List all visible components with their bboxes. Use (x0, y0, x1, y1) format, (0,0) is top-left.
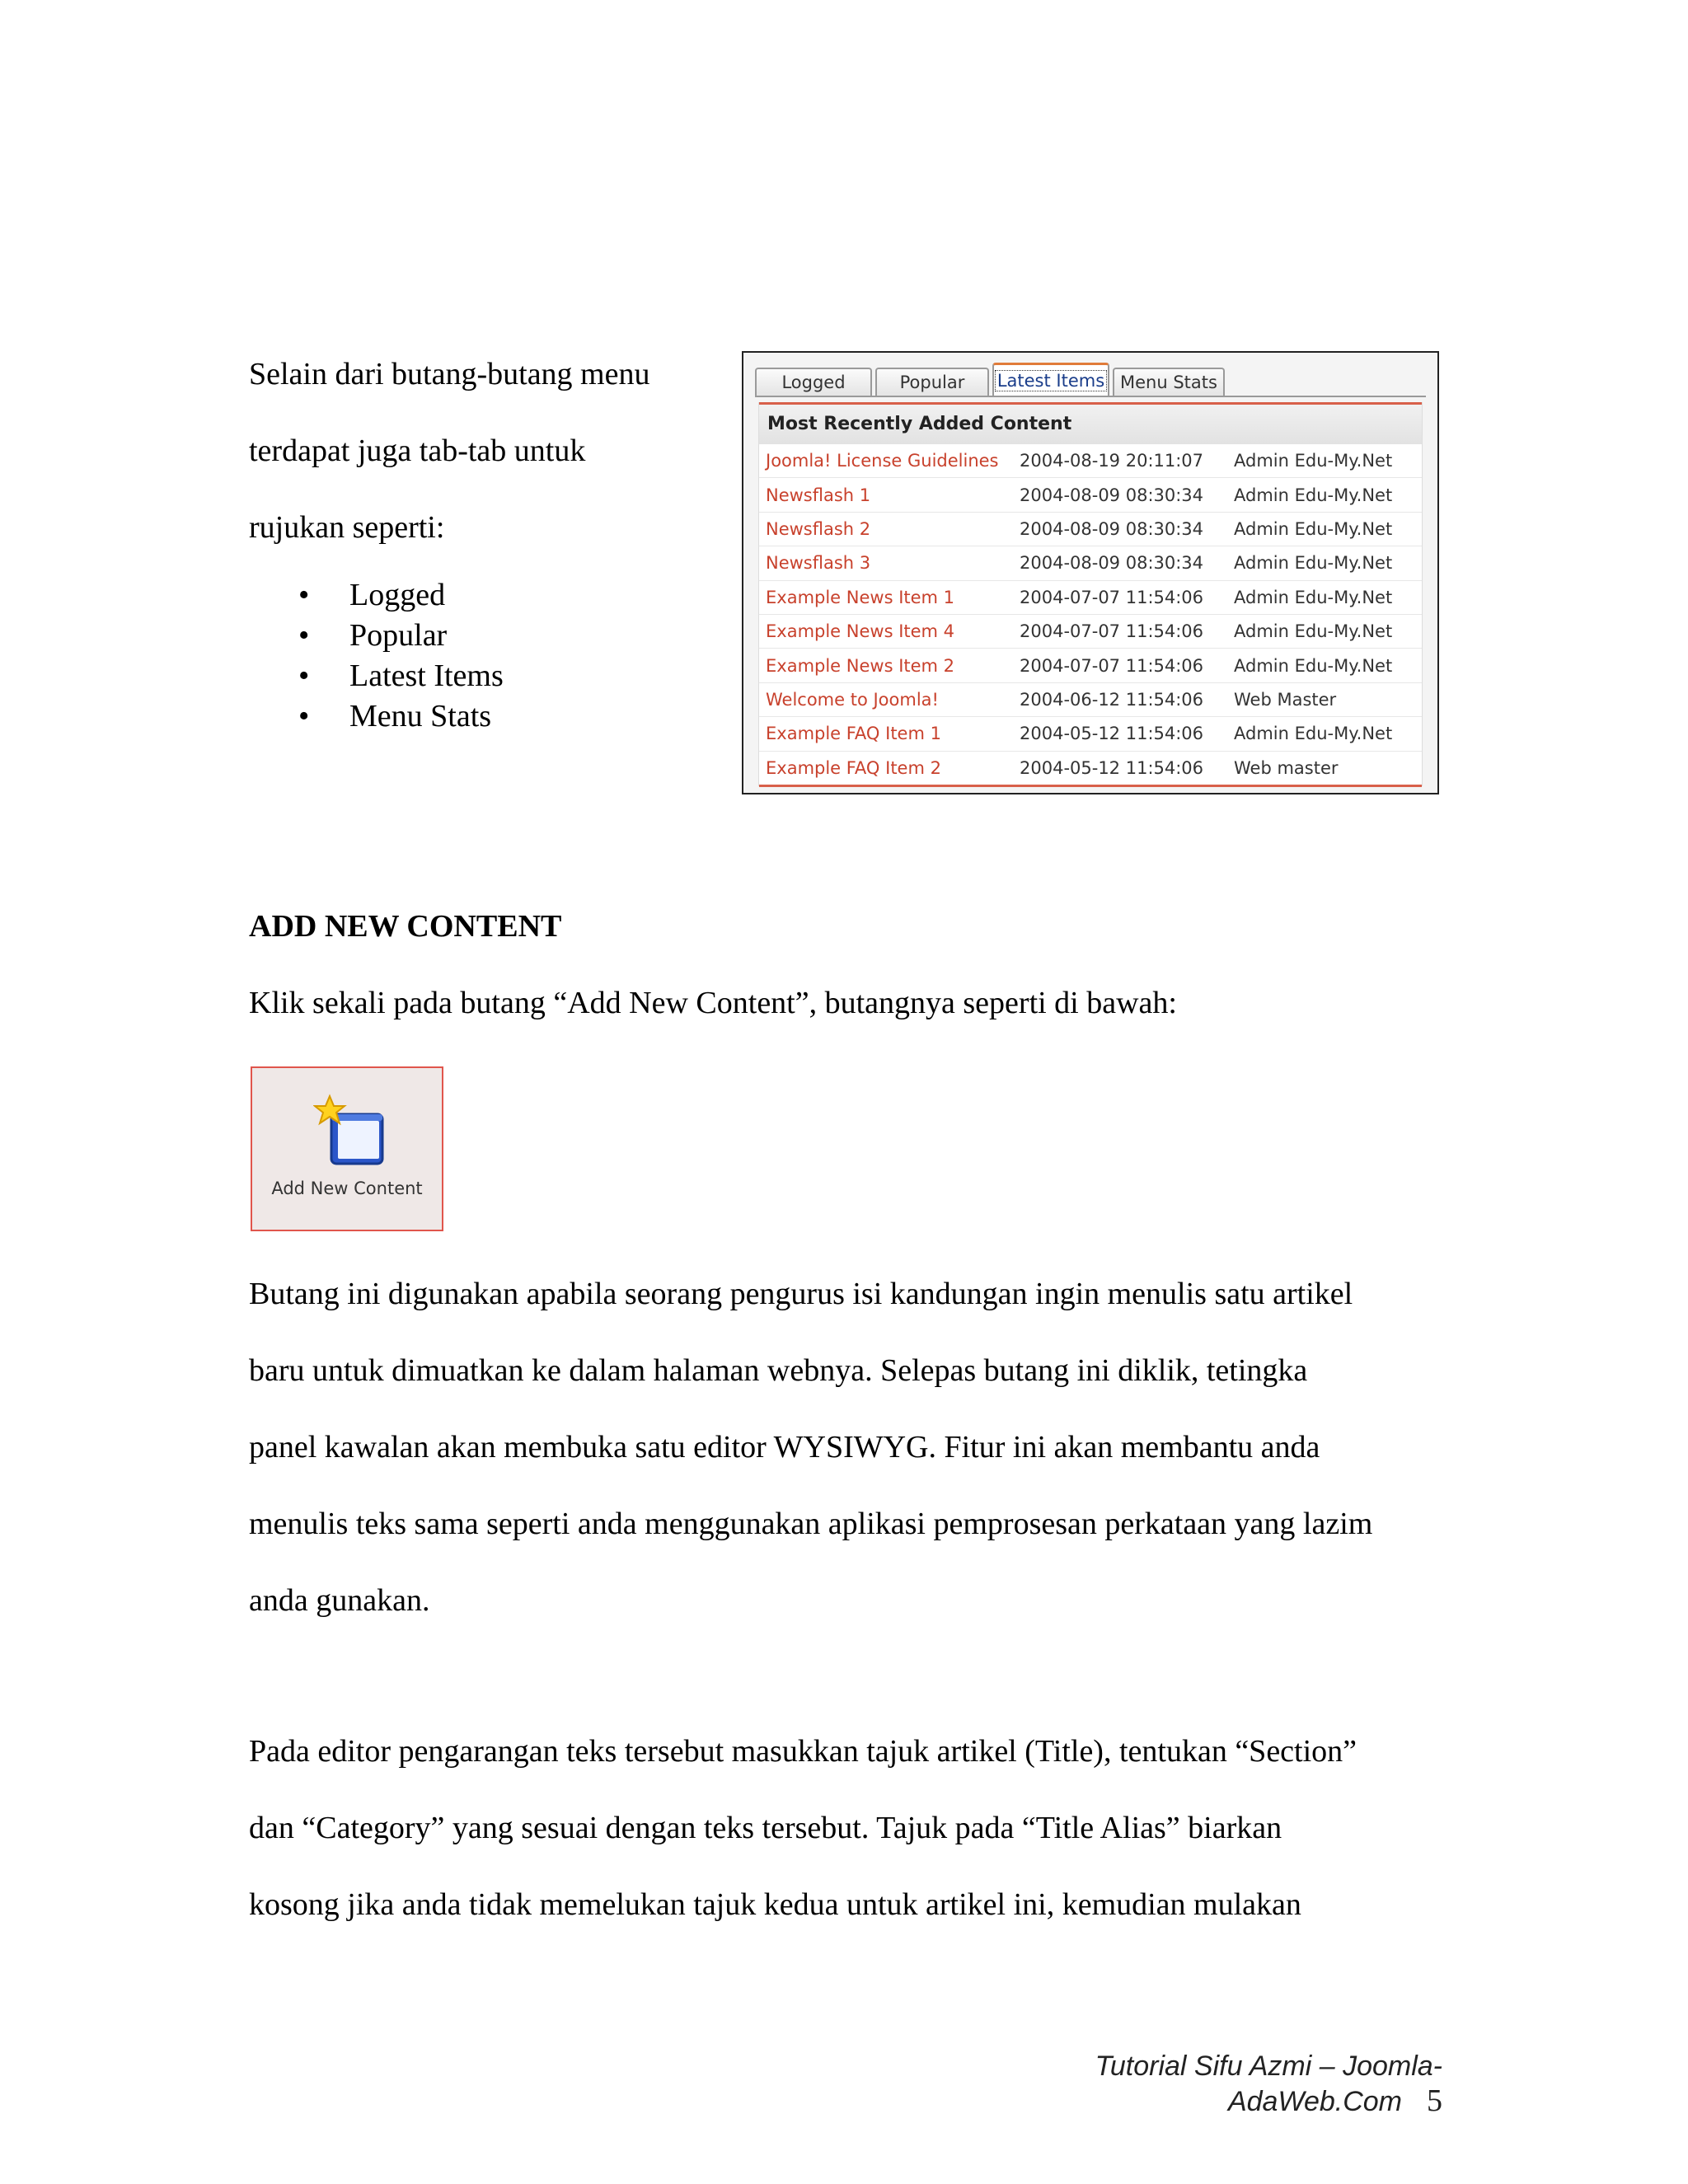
content-author: Web Master (1234, 689, 1337, 710)
add-new-content-button[interactable] (251, 1066, 443, 1231)
tab-latest-items[interactable]: Latest Items (992, 363, 1109, 396)
paragraph-line: anda gunakan. (249, 1583, 430, 1618)
table-row (759, 683, 1422, 717)
panel-title: Most Recently Added Content (759, 402, 1422, 444)
content-table (759, 444, 1422, 787)
bullet-item: • Menu Stats (298, 696, 504, 737)
tab-menu-stats[interactable]: Menu Stats (1113, 368, 1225, 396)
content-title-link[interactable]: Example FAQ Item 1 (766, 724, 941, 744)
intro-line: Selain dari butang-butang menu (249, 357, 650, 391)
paragraph-line: kosong jika anda tidak memelukan tajuk kedua untuk artikel ini, kemudian mulakan (249, 1887, 1301, 1922)
editor-paragraph (249, 1713, 1452, 1943)
new-content-icon (313, 1093, 396, 1175)
intro-text (249, 336, 710, 733)
intro-line: terdapat juga tab-tab untuk (249, 434, 586, 468)
content-date: 2004-05-12 11:54:06 (1020, 757, 1204, 778)
paragraph-line: panel kawalan akan membuka satu editor WYSIWYG. Fitur ini akan membantu anda (249, 1430, 1320, 1465)
content-title-link[interactable]: Example News Item 2 (766, 655, 955, 676)
table-row (759, 513, 1422, 546)
content-title-link[interactable]: Welcome to Joomla! (766, 689, 939, 710)
table-row (759, 717, 1422, 751)
table-row (759, 649, 1422, 682)
content-title-link[interactable]: Example News Item 1 (766, 587, 955, 607)
content-author: Admin Edu-My.Net (1234, 587, 1393, 607)
content-date: 2004-07-07 11:54:06 (1020, 587, 1204, 607)
table-row (759, 546, 1422, 580)
intro-line: rujukan seperti: (249, 510, 445, 545)
instruction-text: Klik sekali pada butang “Add New Content”, butangnya seperti di bawah: (249, 986, 1177, 1020)
bullet-item: • Popular (298, 616, 504, 656)
tab-divider (755, 396, 1426, 397)
bullet-item: • Logged (298, 575, 504, 616)
table-row (759, 752, 1422, 787)
paragraph-line: Pada editor pengarangan teks tersebut masukkan tajuk artikel (Title), tentukan “Section” (249, 1734, 1357, 1769)
table-row (759, 444, 1422, 478)
table-row (759, 615, 1422, 649)
content-title-link[interactable]: Newsflash 2 (766, 518, 871, 539)
content-title-link[interactable]: Joomla! License Guidelines (766, 451, 999, 471)
table-row (759, 581, 1422, 615)
footer-credit: Tutorial Sifu Azmi – Joomla-AdaWeb.Com (1095, 2050, 1442, 2117)
tab-popular[interactable]: Popular (875, 368, 989, 396)
content-author: Admin Edu-My.Net (1234, 621, 1393, 642)
content-author: Admin Edu-My.Net (1234, 485, 1393, 505)
add-new-content-label: Add New Content (271, 1179, 423, 1198)
content-date: 2004-08-19 20:11:07 (1020, 451, 1204, 471)
page-number: 5 (1427, 2083, 1442, 2118)
table-row (759, 478, 1422, 512)
content-date: 2004-08-09 08:30:34 (1020, 518, 1204, 539)
tab-logged[interactable]: Logged (755, 368, 872, 396)
content-date: 2004-08-09 08:30:34 (1020, 553, 1204, 574)
content-title-link[interactable]: Newsflash 1 (766, 485, 871, 505)
content-author: Admin Edu-My.Net (1234, 451, 1393, 471)
description-paragraph (249, 1256, 1452, 1639)
content-panel (758, 402, 1423, 786)
section-heading: ADD NEW CONTENT (249, 909, 562, 944)
tab-bar (755, 364, 1225, 396)
content-title-link[interactable]: Example News Item 4 (766, 621, 955, 642)
content-author: Web master (1234, 757, 1339, 778)
content-date: 2004-05-12 11:54:06 (1020, 724, 1204, 744)
content-author: Admin Edu-My.Net (1234, 518, 1393, 539)
content-date: 2004-07-07 11:54:06 (1020, 655, 1204, 676)
tab-list (298, 575, 504, 737)
content-author: Admin Edu-My.Net (1234, 655, 1393, 676)
content-date: 2004-08-09 08:30:34 (1020, 485, 1204, 505)
paragraph-line: dan “Category” yang sesuai dengan teks tersebut. Tajuk pada “Title Alias” biarkan (249, 1811, 1282, 1845)
content-title-link[interactable]: Newsflash 3 (766, 553, 871, 574)
content-author: Admin Edu-My.Net (1234, 553, 1393, 574)
content-date: 2004-07-07 11:54:06 (1020, 621, 1204, 642)
content-title-link[interactable]: Example FAQ Item 2 (766, 757, 941, 778)
paragraph-line: baru untuk dimuatkan ke dalam halaman webnya. Selepas butang ini diklik, tetingka (249, 1353, 1308, 1388)
bullet-item: • Latest Items (298, 656, 504, 696)
paragraph-line: menulis teks sama seperti anda menggunakan aplikasi pemprosesan perkataan yang lazim (249, 1507, 1373, 1541)
content-author: Admin Edu-My.Net (1234, 724, 1393, 744)
latest-items-screenshot (742, 351, 1439, 794)
paragraph-line: Butang ini digunakan apabila seorang pengurus isi kandungan ingin menulis satu artikel (249, 1277, 1353, 1311)
content-date: 2004-06-12 11:54:06 (1020, 689, 1204, 710)
page-footer (907, 2050, 1442, 2119)
